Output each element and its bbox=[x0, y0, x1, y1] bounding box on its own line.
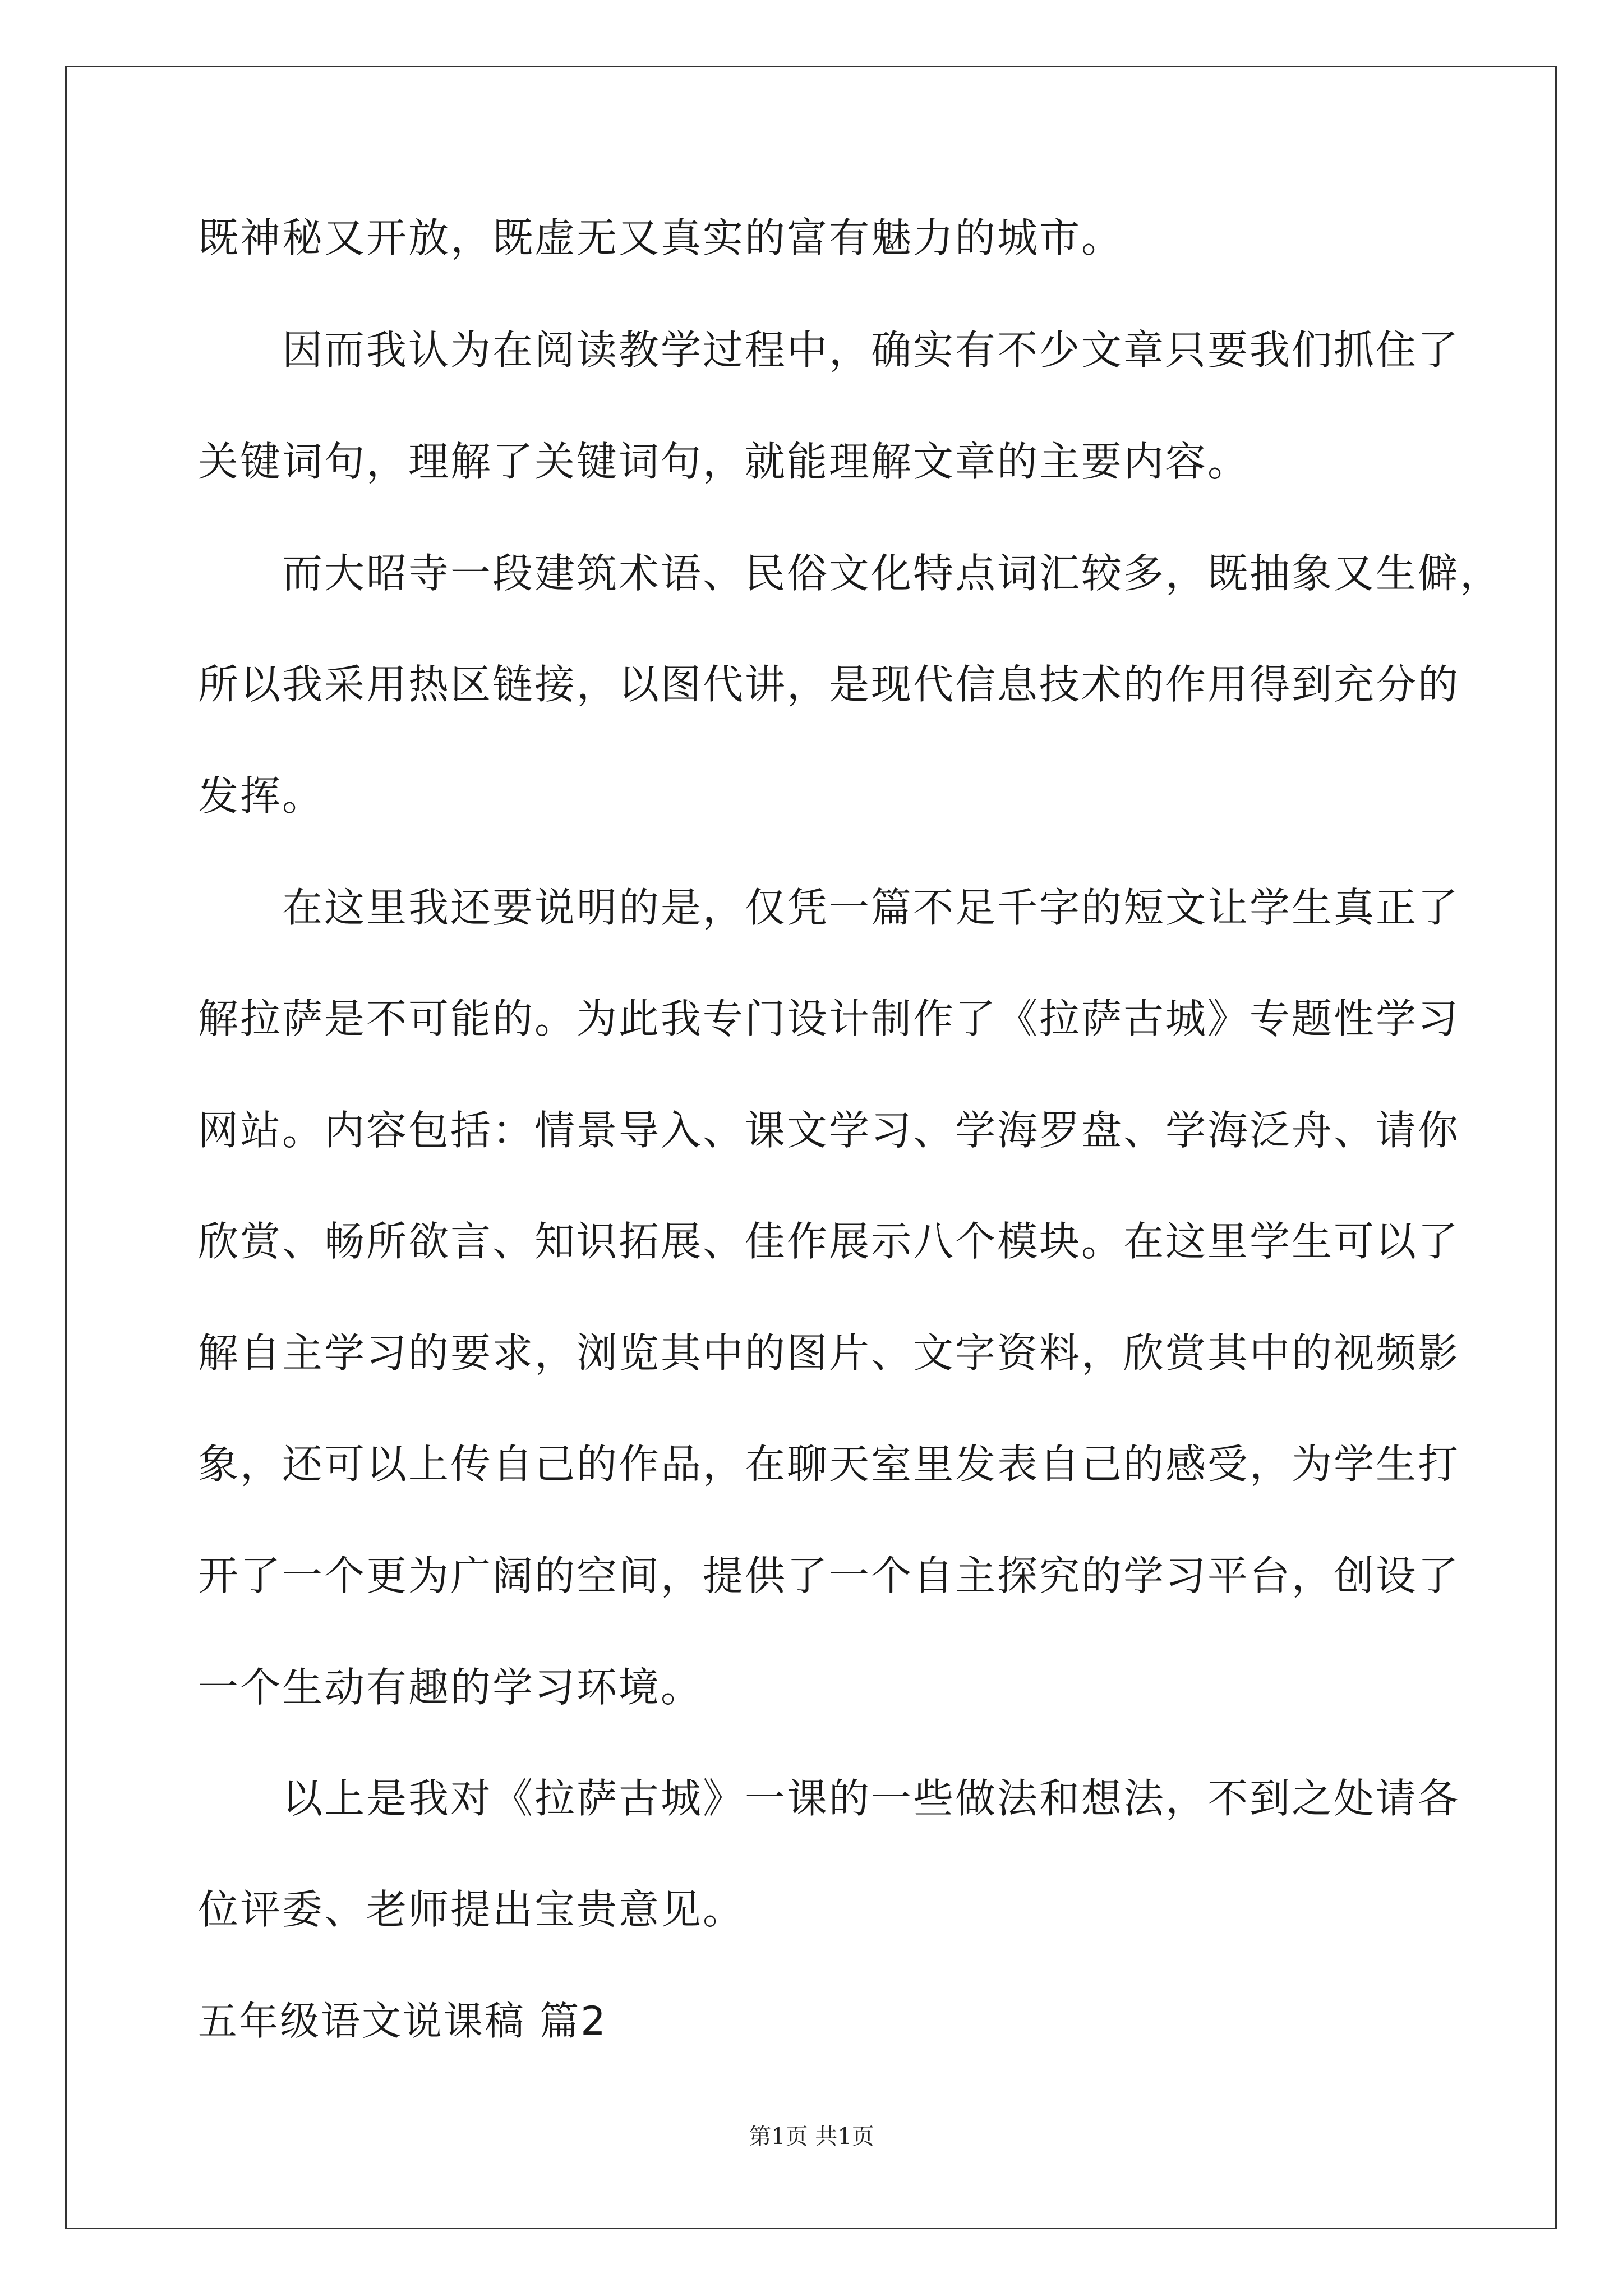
section-heading: 五年级语文说课稿 篇2 bbox=[198, 1998, 607, 2044]
text-line: 解自主学习的要求，浏览其中的图片、文字资料，欣赏其中的视频影 bbox=[198, 1329, 1460, 1377]
text-line: 一个生动有趣的学习环境。 bbox=[198, 1664, 703, 1711]
text-line: 欣赏、畅所欲言、知识拓展、佳作展示八个模块。在这里学生可以了 bbox=[198, 1218, 1460, 1265]
paragraph-first-line: 因而我认为在阅读教学过程中，确实有不少文章只要我们抓住了 bbox=[282, 326, 1460, 374]
text-line: 关键词句，理解了关键词句，就能理解文章的主要内容。 bbox=[198, 438, 1250, 485]
text-line: 象，还可以上传自己的作品，在聊天室里发表自己的感受，为学生打 bbox=[198, 1441, 1460, 1488]
text-line: 开了一个更为广阔的空间，提供了一个自主探究的学习平台，创设了 bbox=[198, 1552, 1460, 1599]
page-number-footer: 第1页 共1页 bbox=[749, 2124, 874, 2150]
paragraph-first-line: 而大昭寺一段建筑术语、民俗文化特点词汇较多，既抽象又生僻， bbox=[282, 550, 1502, 597]
text-line: 解拉萨是不可能的。为此我专门设计制作了《拉萨古城》专题性学习 bbox=[198, 995, 1460, 1042]
text-line: 所以我采用热区链接，以图代讲，是现代信息技术的作用得到充分的 bbox=[198, 661, 1460, 708]
paragraph-first-line: 以上是我对《拉萨古城》一课的一些做法和想法，不到之处请各 bbox=[282, 1775, 1460, 1822]
text-line: 发挥。 bbox=[198, 772, 325, 820]
text-line: 网站。内容包括：情景导入、课文学习、学海罗盘、学海泛舟、请你 bbox=[198, 1107, 1460, 1154]
text-line: 位评委、老师提出宝贵意见。 bbox=[198, 1886, 745, 1933]
text-line: 既神秘又开放，既虚无又真实的富有魅力的城市。 bbox=[198, 214, 1124, 261]
paragraph-first-line: 在这里我还要说明的是，仅凭一篇不足千字的短文让学生真正了 bbox=[282, 884, 1460, 931]
